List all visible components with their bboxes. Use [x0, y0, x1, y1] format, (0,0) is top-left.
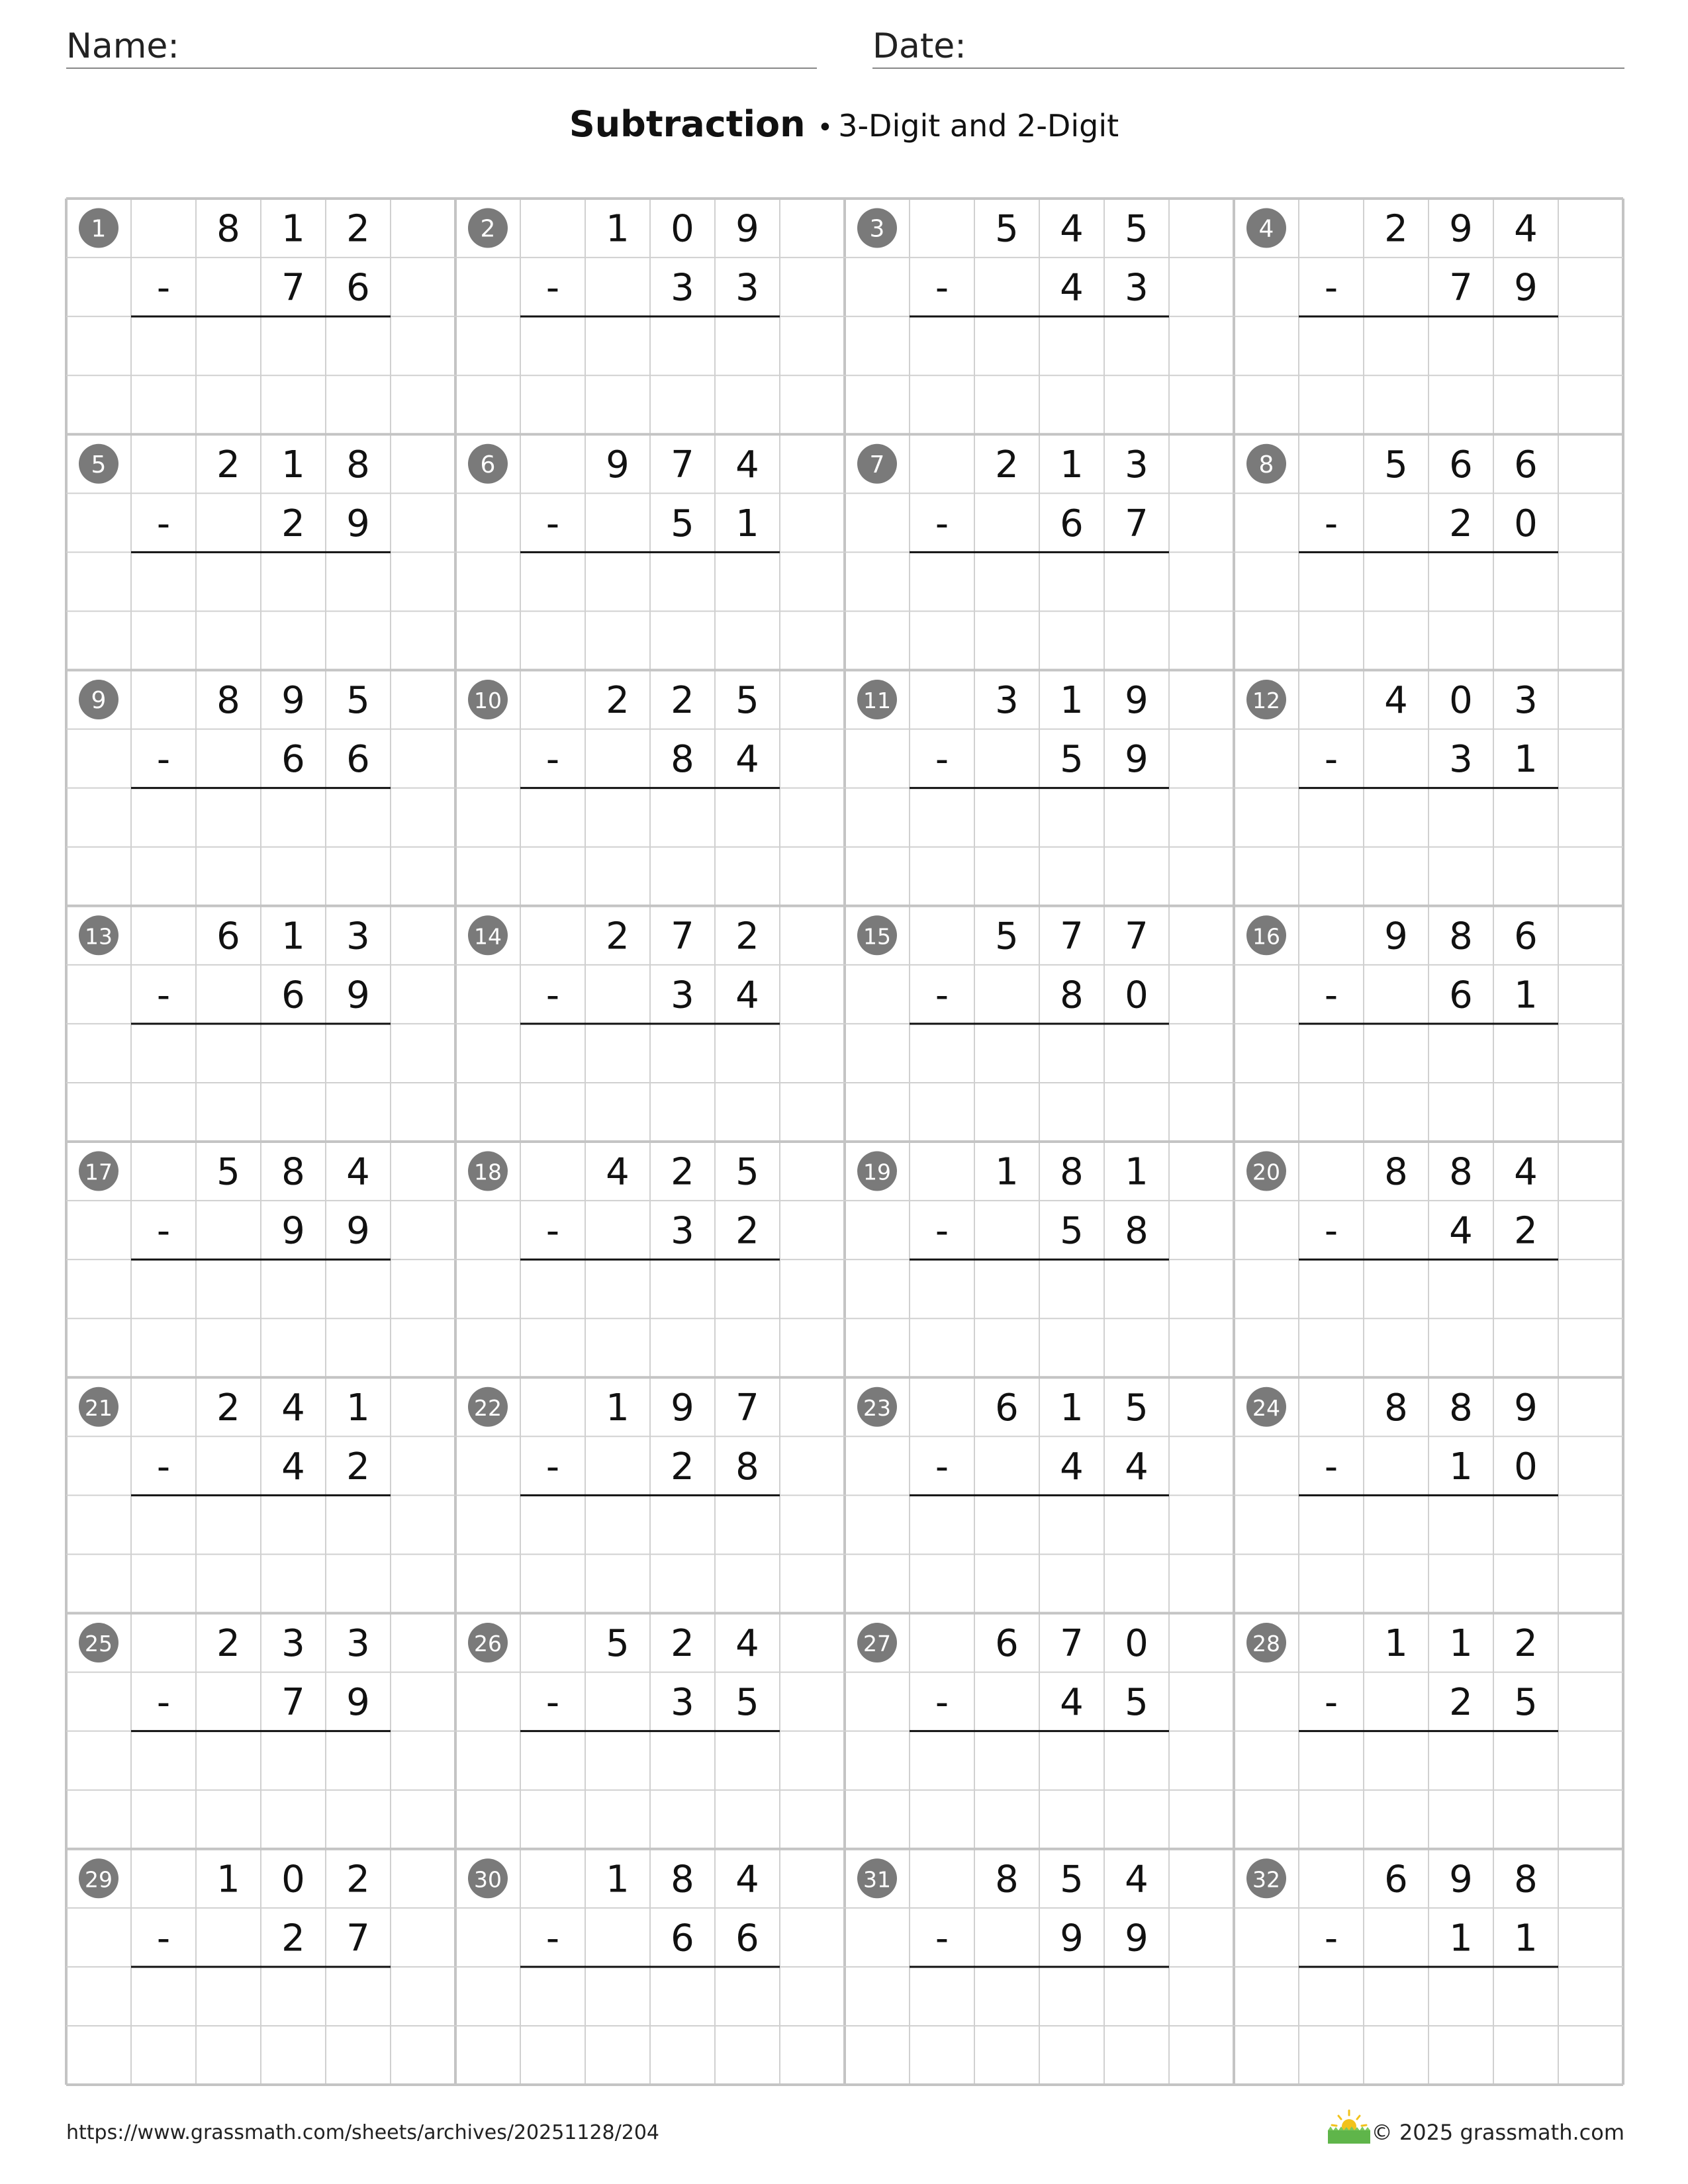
problem-11	[857, 679, 1169, 788]
bottom-digit: 2	[281, 1917, 305, 1960]
bottom-digit: 1	[1449, 1445, 1473, 1488]
bottom-digit: 0	[1514, 1445, 1538, 1488]
top-digit: 3	[346, 915, 370, 958]
problem-14	[468, 915, 780, 1024]
top-digit: 7	[735, 1386, 759, 1430]
minus-sign: -	[545, 502, 560, 545]
top-digit: 8	[346, 443, 370, 486]
top-digit: 1	[281, 915, 305, 958]
minus-sign: -	[545, 1917, 560, 1960]
top-digit: 4	[735, 443, 759, 486]
minus-sign: -	[1324, 1209, 1338, 1253]
top-digit: 2	[735, 915, 759, 958]
problem-12	[1246, 679, 1558, 788]
problem-23	[857, 1387, 1169, 1496]
bottom-digit: 5	[735, 1681, 759, 1725]
bottom-digit: 4	[1060, 1681, 1084, 1725]
top-digit: 4	[606, 1150, 630, 1194]
top-digit: 8	[1384, 1386, 1408, 1430]
bottom-digit: 4	[281, 1445, 305, 1488]
top-digit: 2	[346, 207, 370, 251]
bottom-digit: 3	[735, 266, 759, 310]
bottom-digit: 9	[346, 502, 370, 545]
problem-number: 16	[1252, 923, 1280, 950]
problem-number: 29	[85, 1866, 113, 1893]
problem-18	[468, 1151, 780, 1260]
top-digit: 5	[735, 679, 759, 723]
minus-sign: -	[935, 1209, 949, 1253]
bottom-digit: 1	[1514, 1917, 1538, 1960]
top-digit: 4	[1514, 207, 1538, 251]
problem-3	[857, 208, 1169, 317]
problem-number: 23	[863, 1394, 891, 1421]
top-digit: 5	[1384, 443, 1408, 486]
bottom-digit: 2	[1449, 502, 1473, 545]
bottom-digit: 3	[1449, 738, 1473, 782]
problem-number: 28	[1252, 1631, 1280, 1657]
top-digit: 5	[995, 207, 1019, 251]
bottom-digit: 5	[1514, 1681, 1538, 1725]
minus-sign: -	[935, 266, 949, 310]
top-digit: 9	[1125, 679, 1149, 723]
problem-15	[857, 915, 1169, 1024]
bottom-digit: 2	[1514, 1209, 1538, 1253]
title-bullet: •	[817, 113, 833, 143]
top-digit: 7	[1060, 915, 1084, 958]
bottom-digit: 3	[671, 974, 694, 1017]
problem-number: 32	[1252, 1866, 1280, 1893]
minus-sign: -	[156, 738, 171, 782]
top-digit: 1	[281, 443, 305, 486]
minus-sign: -	[545, 974, 560, 1017]
bottom-digit: 7	[281, 1681, 305, 1725]
bottom-digit: 5	[1060, 1209, 1084, 1253]
top-digit: 3	[346, 1622, 370, 1666]
bottom-digit: 3	[671, 1681, 694, 1725]
bottom-digit: 8	[735, 1445, 759, 1488]
top-digit: 6	[1514, 443, 1538, 486]
bottom-digit: 3	[1125, 266, 1149, 310]
problem-28	[1246, 1622, 1558, 1731]
problem-number: 31	[863, 1866, 891, 1893]
top-digit: 8	[671, 1858, 694, 1901]
bottom-digit: 2	[346, 1445, 370, 1488]
top-digit: 8	[216, 207, 240, 251]
top-digit: 4	[1060, 207, 1084, 251]
minus-sign: -	[156, 974, 171, 1017]
problem-22	[468, 1387, 780, 1496]
minus-sign: -	[935, 1681, 949, 1725]
bottom-digit: 8	[671, 738, 694, 782]
minus-sign: -	[935, 502, 949, 545]
minus-sign: -	[156, 266, 171, 310]
bottom-digit: 8	[1125, 1209, 1149, 1253]
bottom-digit: 6	[281, 974, 305, 1017]
top-digit: 1	[1060, 443, 1084, 486]
top-digit: 8	[1384, 1150, 1408, 1194]
bottom-digit: 3	[671, 1209, 694, 1253]
top-digit: 1	[281, 207, 305, 251]
top-digit: 2	[606, 679, 630, 723]
bottom-digit: 9	[1060, 1917, 1084, 1960]
top-digit: 9	[1384, 915, 1408, 958]
minus-sign: -	[935, 1445, 949, 1488]
top-digit: 8	[995, 1858, 1019, 1901]
problem-17	[79, 1151, 391, 1260]
problem-16	[1246, 915, 1558, 1024]
bottom-digit: 7	[281, 266, 305, 310]
bottom-digit: 5	[671, 502, 694, 545]
minus-sign: -	[935, 974, 949, 1017]
problem-6	[468, 443, 780, 553]
problem-number: 18	[474, 1159, 502, 1185]
bottom-digit: 1	[1449, 1917, 1473, 1960]
top-digit: 4	[1514, 1150, 1538, 1194]
name-label: Name:	[66, 26, 179, 66]
top-digit: 9	[671, 1386, 694, 1430]
bottom-digit: 9	[346, 974, 370, 1017]
bottom-digit: 8	[1060, 974, 1084, 1017]
bottom-digit: 4	[735, 738, 759, 782]
top-digit: 2	[671, 1622, 694, 1666]
top-digit: 1	[1384, 1622, 1408, 1666]
top-digit: 2	[216, 1622, 240, 1666]
top-digit: 9	[1514, 1386, 1538, 1430]
top-digit: 8	[216, 679, 240, 723]
top-digit: 2	[606, 915, 630, 958]
bottom-digit: 6	[346, 738, 370, 782]
top-digit: 7	[671, 915, 694, 958]
top-digit: 6	[1449, 443, 1473, 486]
problem-13	[79, 915, 391, 1024]
bottom-digit: 0	[1125, 974, 1149, 1017]
bottom-digit: 6	[1449, 974, 1473, 1017]
top-digit: 1	[1125, 1150, 1149, 1194]
bottom-digit: 1	[1514, 974, 1538, 1017]
problem-number: 19	[863, 1159, 891, 1185]
problem-24	[1246, 1387, 1558, 1496]
bottom-digit: 4	[1125, 1445, 1149, 1488]
problem-9	[79, 679, 391, 788]
top-digit: 2	[1514, 1622, 1538, 1666]
top-digit: 0	[281, 1858, 305, 1901]
problem-number: 8	[1258, 451, 1274, 478]
minus-sign: -	[1324, 1917, 1338, 1960]
problem-31	[857, 1858, 1169, 1967]
minus-sign: -	[545, 1445, 560, 1488]
bottom-digit: 2	[671, 1445, 694, 1488]
problem-number: 14	[474, 923, 502, 950]
top-digit: 4	[1384, 679, 1408, 723]
problem-25	[79, 1622, 391, 1731]
minus-sign: -	[1324, 974, 1338, 1017]
top-digit: 5	[216, 1150, 240, 1194]
top-digit: 6	[1514, 915, 1538, 958]
minus-sign: -	[1324, 502, 1338, 545]
bottom-digit: 7	[1125, 502, 1149, 545]
top-digit: 0	[1125, 1622, 1149, 1666]
problem-4	[1246, 208, 1558, 317]
bottom-digit: 9	[1125, 738, 1149, 782]
bottom-digit: 6	[671, 1917, 694, 1960]
bottom-digit: 2	[281, 502, 305, 545]
top-digit: 1	[216, 1858, 240, 1901]
top-digit: 1	[606, 207, 630, 251]
minus-sign: -	[545, 738, 560, 782]
bottom-digit: 7	[346, 1917, 370, 1960]
bottom-digit: 4	[735, 974, 759, 1017]
minus-sign: -	[1324, 266, 1338, 310]
top-digit: 6	[216, 915, 240, 958]
bottom-digit: 9	[281, 1209, 305, 1253]
top-digit: 1	[606, 1858, 630, 1901]
top-digit: 5	[346, 679, 370, 723]
top-digit: 3	[281, 1622, 305, 1666]
problem-number: 26	[474, 1631, 502, 1657]
bottom-digit: 2	[735, 1209, 759, 1253]
minus-sign: -	[156, 1445, 171, 1488]
top-digit: 2	[216, 1386, 240, 1430]
problem-7	[857, 443, 1169, 553]
top-digit: 0	[671, 207, 694, 251]
grass-sun-logo-icon	[1325, 2107, 1373, 2145]
top-digit: 2	[671, 1150, 694, 1194]
top-digit: 9	[606, 443, 630, 486]
bottom-digit: 6	[735, 1917, 759, 1960]
problem-20	[1246, 1151, 1558, 1260]
minus-sign: -	[1324, 738, 1338, 782]
problem-21	[79, 1387, 391, 1496]
problem-8	[1246, 443, 1558, 553]
problem-number: 27	[863, 1631, 891, 1657]
top-digit: 8	[281, 1150, 305, 1194]
bottom-digit: 1	[735, 502, 759, 545]
top-digit: 1	[606, 1386, 630, 1430]
top-digit: 8	[1449, 1386, 1473, 1430]
top-digit: 5	[606, 1622, 630, 1666]
top-digit: 7	[1125, 915, 1149, 958]
top-digit: 5	[1125, 207, 1149, 251]
problem-26	[468, 1622, 780, 1731]
bottom-digit: 5	[1060, 738, 1084, 782]
problem-2	[468, 208, 780, 317]
bottom-digit: 1	[1514, 738, 1538, 782]
top-digit: 2	[671, 679, 694, 723]
problem-number: 21	[85, 1394, 113, 1421]
problem-number: 22	[474, 1394, 502, 1421]
bottom-digit: 9	[346, 1209, 370, 1253]
problem-10	[468, 679, 780, 788]
problem-number: 25	[85, 1631, 113, 1657]
bottom-digit: 3	[671, 266, 694, 310]
minus-sign: -	[935, 1917, 949, 1960]
top-digit: 4	[735, 1858, 759, 1901]
top-digit: 1	[995, 1150, 1019, 1194]
date-label: Date:	[872, 26, 966, 66]
bottom-digit: 6	[346, 266, 370, 310]
bottom-digit: 0	[1514, 502, 1538, 545]
bottom-digit: 7	[1449, 266, 1473, 310]
problem-5	[79, 443, 391, 553]
top-digit: 2	[995, 443, 1019, 486]
minus-sign: -	[545, 266, 560, 310]
problem-number: 12	[1252, 688, 1280, 714]
top-digit: 4	[346, 1150, 370, 1194]
problem-27	[857, 1622, 1169, 1731]
top-digit: 1	[1060, 679, 1084, 723]
top-digit: 9	[1449, 1858, 1473, 1901]
problem-19	[857, 1151, 1169, 1260]
problem-number: 30	[474, 1866, 502, 1893]
problem-number: 1	[91, 215, 107, 243]
problem-1	[79, 208, 391, 317]
top-digit: 2	[216, 443, 240, 486]
bottom-digit: 4	[1449, 1209, 1473, 1253]
minus-sign: -	[156, 1917, 171, 1960]
bottom-digit: 4	[1060, 1445, 1084, 1488]
title-main: Subtraction	[569, 103, 806, 145]
top-digit: 6	[1384, 1858, 1408, 1901]
bottom-digit: 9	[1125, 1917, 1149, 1960]
top-digit: 0	[1449, 679, 1473, 723]
problem-number: 7	[869, 451, 885, 478]
footer-copyright: © 2025 grassmath.com	[1371, 2120, 1624, 2145]
minus-sign: -	[156, 1681, 171, 1725]
problem-number: 3	[869, 215, 885, 243]
top-digit: 9	[735, 207, 759, 251]
problem-number: 17	[85, 1159, 113, 1185]
problem-number: 2	[480, 215, 496, 243]
minus-sign: -	[156, 1209, 171, 1253]
problem-number: 6	[480, 451, 496, 478]
problem-number: 10	[474, 688, 502, 714]
top-digit: 7	[671, 443, 694, 486]
problem-number: 11	[863, 688, 891, 714]
title-subtitle: 3-Digit and 2-Digit	[838, 108, 1119, 144]
top-digit: 5	[1060, 1858, 1084, 1901]
problem-29	[79, 1858, 391, 1967]
minus-sign: -	[156, 502, 171, 545]
bottom-digit: 4	[1060, 266, 1084, 310]
top-digit: 4	[735, 1622, 759, 1666]
top-digit: 8	[1449, 915, 1473, 958]
bottom-digit: 2	[1449, 1681, 1473, 1725]
minus-sign: -	[545, 1681, 560, 1725]
top-digit: 1	[1449, 1622, 1473, 1666]
problem-number: 20	[1252, 1159, 1280, 1185]
problem-30	[468, 1858, 780, 1967]
top-digit: 1	[1060, 1386, 1084, 1430]
top-digit: 1	[346, 1386, 370, 1430]
problem-number: 15	[863, 923, 891, 950]
minus-sign: -	[1324, 1681, 1338, 1725]
top-digit: 6	[995, 1622, 1019, 1666]
problem-32	[1246, 1858, 1558, 1967]
top-digit: 2	[1384, 207, 1408, 251]
problem-number: 13	[85, 923, 113, 950]
top-digit: 9	[281, 679, 305, 723]
top-digit: 4	[1125, 1858, 1149, 1901]
top-digit: 5	[1125, 1386, 1149, 1430]
top-digit: 3	[995, 679, 1019, 723]
problem-number: 5	[91, 451, 107, 478]
minus-sign: -	[1324, 1445, 1338, 1488]
problem-number: 9	[91, 687, 107, 715]
bottom-digit: 5	[1125, 1681, 1149, 1725]
top-digit: 2	[346, 1858, 370, 1901]
top-digit: 4	[281, 1386, 305, 1430]
top-digit: 5	[995, 915, 1019, 958]
bottom-digit: 9	[346, 1681, 370, 1725]
bottom-digit: 9	[1514, 266, 1538, 310]
problem-number: 4	[1258, 215, 1274, 243]
top-digit: 8	[1449, 1150, 1473, 1194]
minus-sign: -	[545, 1209, 560, 1253]
top-digit: 3	[1514, 679, 1538, 723]
bottom-digit: 6	[281, 738, 305, 782]
minus-sign: -	[935, 738, 949, 782]
top-digit: 6	[995, 1386, 1019, 1430]
top-digit: 5	[735, 1150, 759, 1194]
top-digit: 3	[1125, 443, 1149, 486]
top-digit: 9	[1449, 207, 1473, 251]
bottom-digit: 6	[1060, 502, 1084, 545]
footer-url: https://www.grassmath.com/sheets/archives/20251128/204	[66, 2121, 660, 2144]
top-digit: 8	[1060, 1150, 1084, 1194]
top-digit: 8	[1514, 1858, 1538, 1901]
problem-number: 24	[1252, 1394, 1280, 1421]
top-digit: 7	[1060, 1622, 1084, 1666]
